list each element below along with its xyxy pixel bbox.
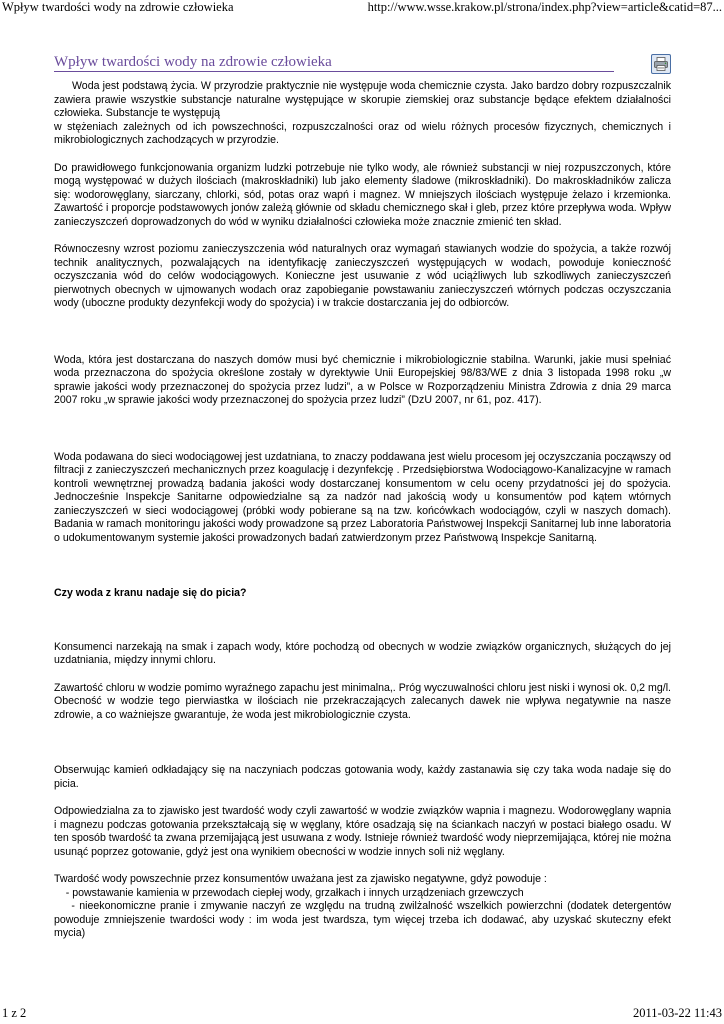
paragraph-taste-smell: Konsumenci narzekają na smak i zapach wody, które pochodzą od obecnych w wodzie związków organicznych, służących do jej uzdatniania, między innymi chloru. bbox=[54, 640, 671, 666]
paragraph-pollution: Równoczesny wzrost poziomu zanieczyszczenia wód naturalnych oraz wymagań stawianych wodzie do spożycia, a także rozwój technik analitycznych, pozwalających na identyfikację zanieczyszczeń występujących w wodach, powoduje konieczność oczyszczania wód do celów wodociągowych. Konieczne jest usuwanie z wód uciążliwych lub szkodliwych zanieczyszczeń pierwotnych obecnych w ujmowanych wodach oraz zapobieganie powstawaniu zanieczyszczeń wtórnych podczas oczyszczania wody (uboczne produkty dezynfekcji wody do spożycia) i w trakcie dostarczania jej do odbiorców. bbox=[54, 243, 671, 309]
paragraph-chlorine: Zawartość chloru w wodzie pomimo wyraźnego zapachu jest minimalna,. Próg wyczuwalności chloru jest niski i wynosi ok. 0,2 mg/l. Obecność w wodzie tego pierwiastka w ilościach nie przekraczających zalecanych dawek nie wpływa negatywnie na nasze zdrowie, a co ważniejsze gwarantuje, że woda jest mikrobiologicznie czysta. bbox=[54, 681, 671, 721]
list-item: - powstawanie kamienia w przewodach ciepłej wody, grzałkach i innych urządzeniach grzewczych bbox=[54, 886, 524, 899]
paragraph-treatment: Woda podawana do sieci wodociągowej jest uzdatniana, to znaczy poddawana jest wielu procesom jej oczyszczania począwszy od filtracji z zanieczyszczeń mechanicznych przez koagulację i dezynfekcję . Przedsiębiorstwa Wodociągowo-Kanalizacyjne w ramach kontroli wewnętrznej prowadzą badania jakości wody dostarczanej konsumentom w celu oceny przydatności jej do spożycia. Jednocześnie Inspekcje Sanitarne odpowiedzialne są za nadzór nad jakością wody u konsumentów pod kątem wtórnych zanieczyszczeń w sieci wodociągowej (próbki wody pobierane są na tzw. końcówkach wodociągów, czyli w naszych domach). Badania w ramach monitoringu jakości wody prowadzone są przez Laboratoria Państwowej Inspekcji Sanitarnej lub inne laboratoria o udokumentowanym systemie jakości prowadzonych badań zatwierdzonym przez Państwową Inspekcje Sanitarną. bbox=[54, 450, 671, 544]
paragraph-negative-effects: Twardość wody powszechnie przez konsumentów uważana jest za zjawisko negatywne, gdyż powoduje : bbox=[54, 873, 547, 885]
paragraph-hardness: Odpowiedzialna za to zjawisko jest twardość wody czyli zawartość w wodzie związków wapnia i magnezu. Wodorowęglany wapnia i magnezu podczas gotowania przekształcają się w węglany, które osadzają się na ściankach naczyń w postaci białego osadu. W ten sposób twardość ta zwana przemijającą jest usuwana z wody. Istnieje również twardość wody nieprzemijająca, której nie można usunąć poprzez gotowanie, gdyż jest ona wynikiem obecności w wodzie innych soli niż węglany. bbox=[54, 805, 671, 858]
print-datetime: 2011-03-22 11:43 bbox=[633, 1006, 722, 1020]
print-button[interactable] bbox=[651, 54, 671, 74]
header-url: http://www.wsse.krakow.pl/strona/index.php?view=article&catid=87... bbox=[367, 0, 722, 14]
print-header bbox=[0, 0, 724, 16]
paragraph-macroelements: Do prawidłowego funkcjonowania organizm ludzki potrzebuje nie tylko wody, ale również substancji w niej rozpuszczonych, które mogą występować w dużych ilościach (makroskładniki) lub jako elementy śladowe (mikroskładniki). Do makroskładników zalicza się: wodorowęglany, siarczany, chlorki, sód, potas oraz wapń i magnez. W mniejszych ilościach występuje żelazo i krzemionka. Zawartość i proporcje podstawowych jonów zależą głównie od składu chemicznego skał i gleb, przez które przepływa woda. Wpływ zanieczyszczeń doprowadzonych do wód w wyniku działalności człowieka może znacznie zmienić ten skład. bbox=[54, 161, 671, 228]
section-heading: Czy woda z kranu nadaje się do picia? bbox=[54, 587, 247, 599]
intro-paragraph: Woda jest podstawą życia. W przyrodzie praktycznie nie występuje woda chemicznie czysta. Jako bardzo dobry rozpuszczalnik zawiera prawie wszystkie substancje naturalne występujące w skorupie ziemskiej oraz substancje będące efektem działalności człowieka. Substancje te występują bbox=[54, 80, 671, 119]
intro-paragraph-continued: w stężeniach zależnych od ich powszechności, rozpuszczalności oraz od wielu różnych procesów fizycznych, chemicznych i mikrobiologicznych zachodzących w przyrodzie. bbox=[54, 120, 671, 146]
article-body bbox=[54, 80, 674, 941]
paragraph-regulations: Woda, która jest dostarczana do naszych domów musi być chemicznie i mikrobiologicznie stabilna. Warunki, jakie musi spełniać woda przeznaczona do spożycia określone zostały w dyrektywie Unii Europejskiej 98/83/WE z dnia 3 listopada 1998 roku „w sprawie jakości wody przeznaczonej do spożycia przez ludzi”, a w Polsce w Rozporządzeniu Ministra Zdrowia z dnia 29 marca 2007 roku „w sprawie jakości wody przeznaczonej do spożycia przez ludzi” (DzU 2007, nr 61, poz. 417). bbox=[54, 353, 671, 406]
header-page-title: Wpływ twardości wody na zdrowie człowieka bbox=[2, 0, 234, 14]
print-footer bbox=[0, 1006, 724, 1024]
paragraph-limescale: Obserwując kamień odkładający się na naczyniach podczas gotowania wody, każdy zastanawia się czy taka woda nadaje się do picia. bbox=[54, 764, 671, 790]
article-title: Wpływ twardości wody na zdrowie człowieka bbox=[54, 53, 614, 72]
list-item: - nieekonomiczne pranie i zmywanie naczyń ze względu na trudną zwilżalność wszelkich powierzchni (dodatek detergentów powoduje zmniejszenie twardości wody : im woda jest twardsza, tym więcej trzeba ich dodawać, aby uzyskać skuteczny efekt mycia) bbox=[54, 900, 674, 939]
page-number: 1 z 2 bbox=[2, 1006, 27, 1020]
print-icon bbox=[652, 55, 670, 73]
